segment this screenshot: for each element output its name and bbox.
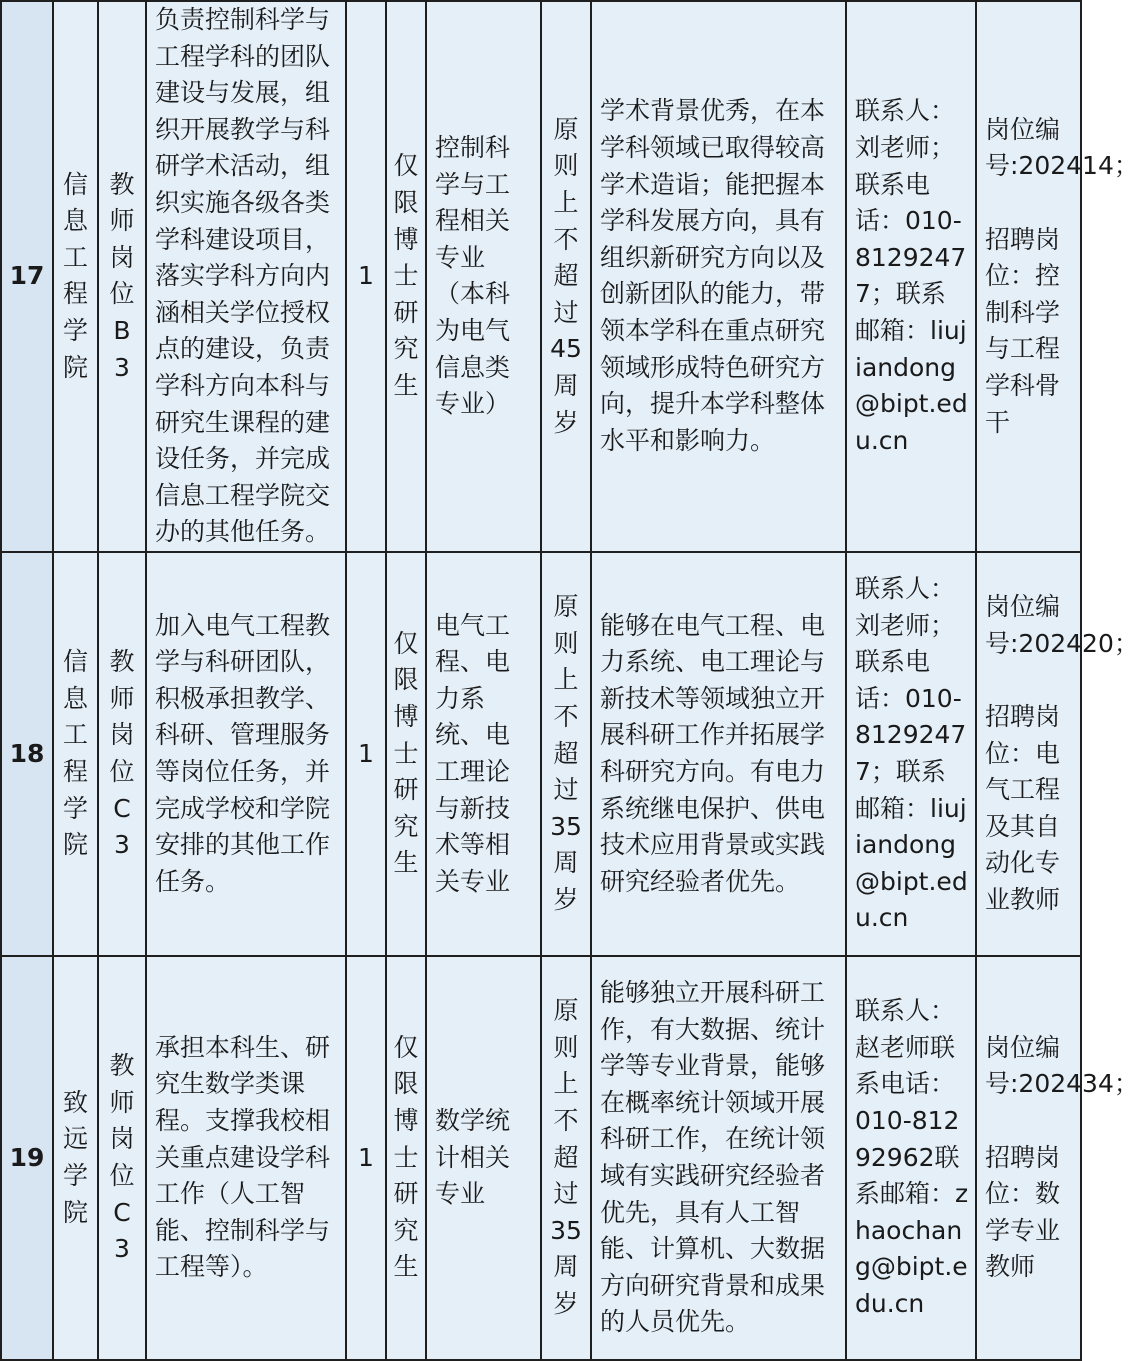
duties-cell [146, 956, 346, 1360]
requirements-text: 学术背景优秀，在本学科领域已取得较高学术造诣；能把握本学科发展方向，具有组织新研究方向以及创新团队的能力，带领本学科在重点研究领域形成特色研究方向，提升本学科整体水平和影响力。 [600, 96, 826, 455]
contact-text: 联系人：刘老师；联系电话：010-81292477；联系邮箱：liujiandong@bipt.edu.cn [855, 573, 968, 933]
count-cell: 1 [346, 956, 386, 1360]
college-text: 信 息 工 程 学 院 [62, 647, 88, 860]
requirements-cell [591, 552, 846, 956]
age-cell [541, 1, 591, 552]
count-cell: 1 [346, 552, 386, 956]
major-text: 电气工程、电力系统、电工理论与新技术等相关专业 [435, 610, 511, 896]
contact-text: 联系人：赵老师联系电话：010-81292962联系邮箱：zhaochang@bipt.edu.cn [855, 996, 969, 1318]
degree-cell [386, 956, 426, 1360]
duties-cell [146, 1, 346, 552]
requirements-text: 能够在电气工程、电力系统、电工理论与新技术等领域独立开展科研工作并拓展学科研究方向。有电力系统继电保护、供电技术应用背景或实践研究经验者优先。 [600, 610, 826, 896]
major-text: 控制科学与工程相关专业（本科为电气信息类专业） [435, 133, 511, 419]
college-cell [53, 1, 98, 552]
college-cell [53, 552, 98, 956]
degree-cell [386, 1, 426, 552]
table-row [1, 552, 1081, 956]
contact-cell [846, 956, 976, 1360]
contact-cell [846, 1, 976, 552]
requirements-cell [591, 956, 846, 1360]
contact-cell [846, 552, 976, 956]
note-cell [976, 956, 1139, 1360]
degree-text: 仅 限 博 士 研 究 生 [393, 628, 419, 878]
degree-text: 仅 限 博 士 研 究 生 [393, 1032, 419, 1282]
major-cell [426, 552, 541, 956]
note-text: 岗位编号:202420； 招聘岗位：电气工程及其自动化专业教师 [985, 592, 1139, 914]
requirements-cell [591, 1, 846, 552]
note-cell [976, 552, 1139, 956]
row-index: 17 [1, 1, 53, 552]
position-cell [98, 1, 146, 552]
position-text: 教 师 岗 位 C 3 [109, 647, 135, 860]
duties-text: 负责控制科学与工程学科的团队建设与发展，组织开展教学与科研学术活动，组织实施各级各类学科建设项目，落实学科方向内涵相关学位授权点的建设，负责学科方向本科与研究生课程的建设任务，并完成信息工程学院交办的其他任务。 [155, 5, 331, 547]
degree-cell [386, 552, 426, 956]
college-text: 致 远 学 院 [62, 1087, 88, 1227]
age-text: 原 则 上 不 超 过 45 周 岁 [550, 114, 582, 437]
count-cell: 1 [346, 1, 386, 552]
age-text: 原 则 上 不 超 过 35 周 岁 [550, 592, 582, 914]
college-cell [53, 956, 98, 1360]
requirements-text: 能够独立开展科研工作，有大数据、统计学等专业背景，能够在概率统计领域开展科研工作，在统计领域有实践研究经验者优先，具有人工智能、计算机、大数据方向研究背景和成果的人员优先。 [600, 977, 826, 1337]
major-text: 数学统计相关专业 [435, 1106, 511, 1209]
age-cell [541, 956, 591, 1360]
college-text: 信 息 工 程 学 院 [62, 169, 88, 382]
table-row [1, 1, 1081, 552]
position-cell [98, 552, 146, 956]
major-cell [426, 956, 541, 1360]
age-text: 原 则 上 不 超 过 35 周 岁 [550, 996, 582, 1318]
position-cell [98, 956, 146, 1360]
row-index: 19 [1, 956, 53, 1360]
row-index: 18 [1, 552, 53, 956]
contact-text: 联系人：刘老师；联系电话：010-81292477；联系邮箱：liujiandong@bipt.edu.cn [855, 96, 968, 455]
position-text: 教 师 岗 位 C 3 [109, 1051, 135, 1264]
position-text: 教 师 岗 位 B 3 [109, 169, 135, 382]
table-row [1, 956, 1081, 1360]
degree-text: 仅 限 博 士 研 究 生 [393, 151, 419, 400]
duties-cell [146, 552, 346, 956]
note-text: 岗位编号:202414； 招聘岗位：控制科学与工程学科骨干 [985, 114, 1139, 437]
duties-text: 承担本科生、研究生数学类课程。支撑我校相关重点建设学科工作（人工智能、控制科学与工程等）。 [155, 1032, 331, 1282]
duties-text: 加入电气工程教学与科研团队，积极承担教学、科研、管理服务等岗位任务，并完成学校和学院安排的其他工作任务。 [155, 610, 331, 896]
major-cell [426, 1, 541, 552]
note-text: 岗位编号:202434； 招聘岗位：数学专业教师 [985, 1032, 1139, 1282]
note-cell [976, 1, 1139, 552]
age-cell [541, 552, 591, 956]
